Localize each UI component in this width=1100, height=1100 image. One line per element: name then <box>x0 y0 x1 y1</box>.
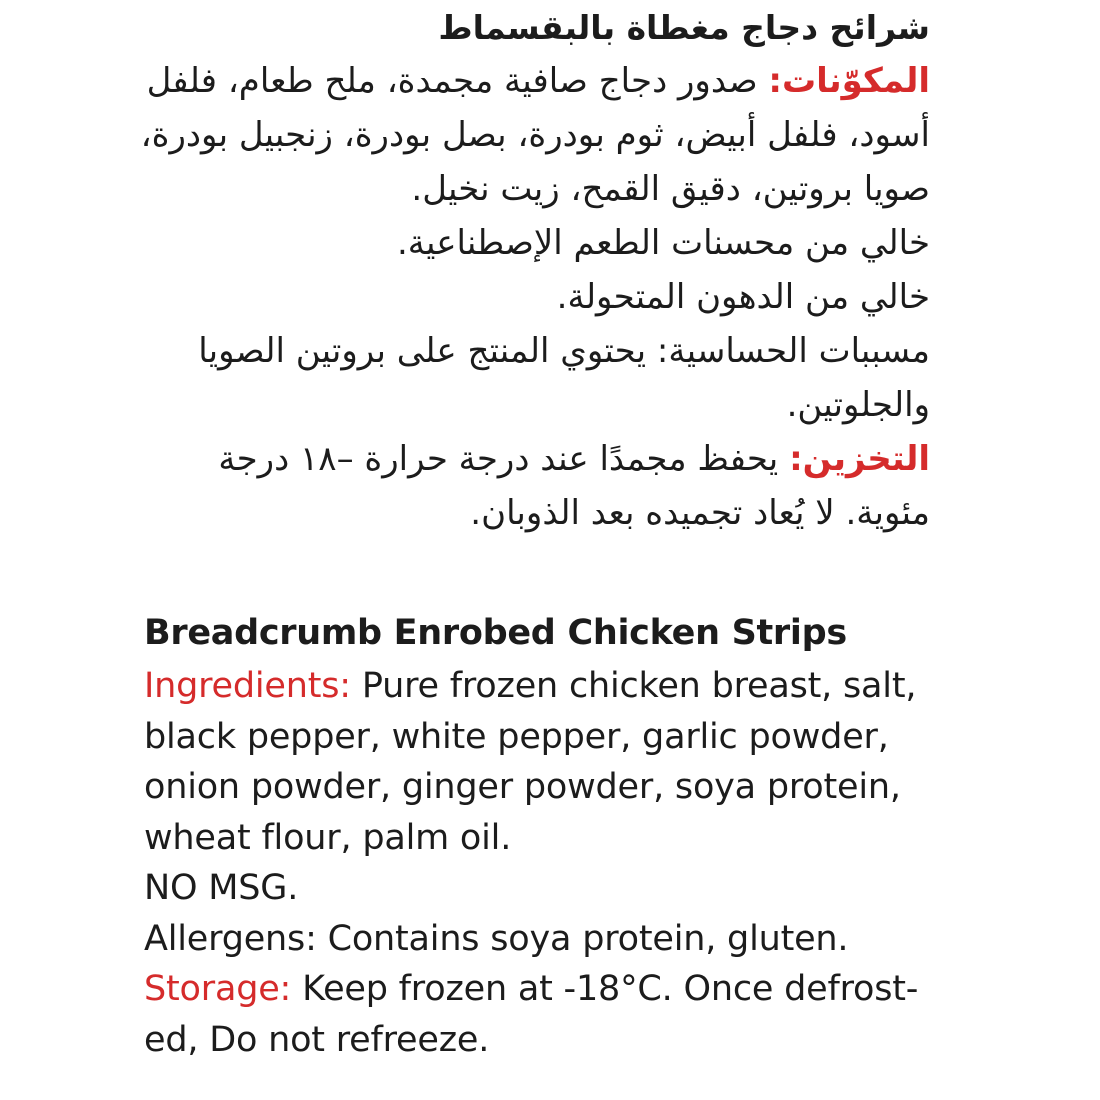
arabic-storage-label: التخزين: <box>789 439 930 479</box>
english-storage <box>144 964 964 1065</box>
arabic-storage <box>130 432 930 540</box>
english-ingredients-text: Pure frozen chicken breast, salt, black pepper, white pepper, garlic powder, onion powder, ginger powder, soya protein, wheat flour, palm oil. <box>144 666 917 858</box>
arabic-ingredients-label: المكوّنات: <box>768 61 930 101</box>
english-storage-label: Storage: <box>144 969 292 1009</box>
english-storage-text: Keep frozen at -18°C. Once defrost-ed, Do not refreeze. <box>144 969 919 1060</box>
arabic-storage-text: يحفظ مجمدًا عند درجة حرارة –١٨ درجة مئوية. لا يُعاد تجميده بعد الذوبان. <box>218 439 930 533</box>
arabic-section <box>130 2 930 540</box>
arabic-allergens: مسببات الحساسية: يحتوي المنتج على بروتين الصويا والجلوتين. <box>198 331 930 425</box>
arabic-ingredients <box>130 54 930 216</box>
english-product-title: Breadcrumb Enrobed Chicken Strips <box>144 613 847 653</box>
english-ingredients-label: Ingredients: <box>144 666 351 706</box>
arabic-no-additives: خالي من محسنات الطعم الإصطناعية. <box>396 223 930 263</box>
english-allergens: Allergens: Contains soya protein, gluten. <box>144 918 849 959</box>
english-ingredients <box>144 661 964 863</box>
arabic-ingredients-text: صدور دجاج صافية مجمدة، ملح طعام، فلفل أسود، فلفل أبيض، ثوم بودرة، بصل بودرة، زنجبيل بودرة، صويا بروتين، دقيق القمح، زيت نخيل. <box>140 61 930 209</box>
arabic-product-title: شرائح دجاج مغطاة بالبقسماط <box>438 8 930 47</box>
english-no-msg: NO MSG. <box>144 868 299 908</box>
arabic-no-trans-fat: خالي من الدهون المتحولة. <box>556 277 930 317</box>
english-section <box>144 607 964 1065</box>
